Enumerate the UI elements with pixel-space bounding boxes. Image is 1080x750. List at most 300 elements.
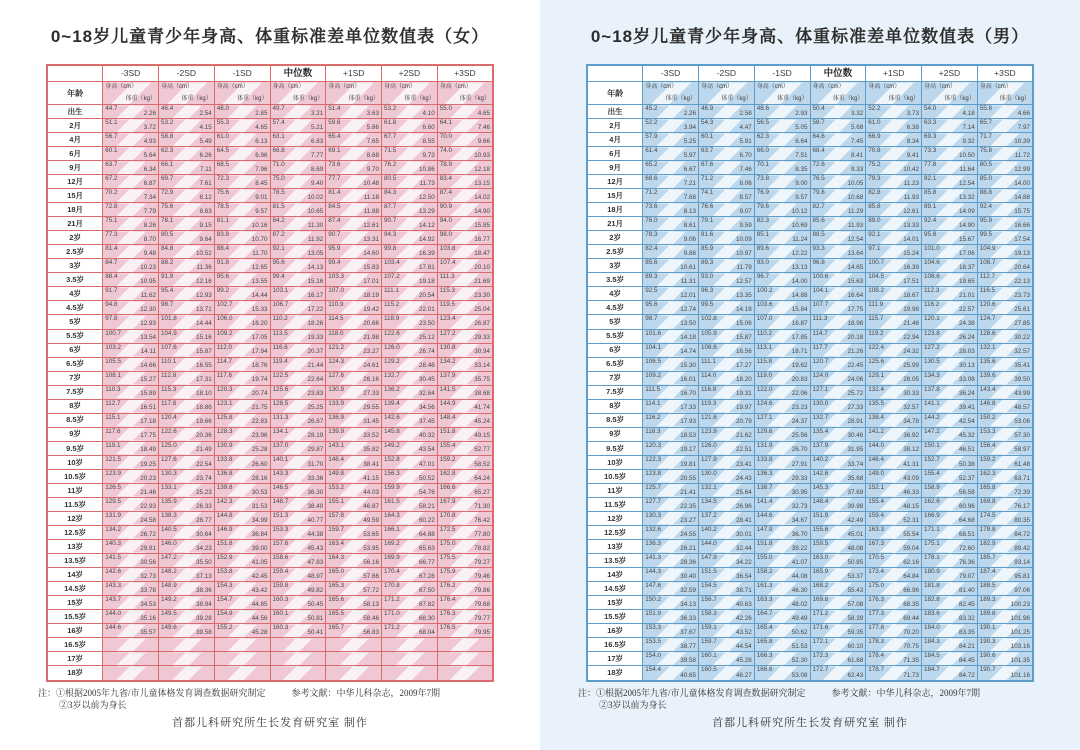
weight-value: 8.26 <box>143 221 156 229</box>
height-label: 身高（cm） <box>161 84 193 90</box>
data-cell <box>977 455 1033 469</box>
data-cell <box>214 385 270 399</box>
height-value: 93.0 <box>701 273 714 281</box>
age-cell: 8岁 <box>587 399 643 413</box>
data-cell <box>643 259 699 273</box>
height-value: 80.5 <box>161 231 174 239</box>
data-cell <box>437 624 493 638</box>
measure-header-cell <box>699 82 755 105</box>
age-cell: 12.5岁 <box>47 525 103 539</box>
weight-value: 34.99 <box>251 516 268 524</box>
data-cell <box>103 301 159 315</box>
data-cell <box>159 259 215 273</box>
height-value: 88.5 <box>812 231 825 239</box>
height-value: 61.0 <box>868 119 881 127</box>
note-line <box>38 687 513 699</box>
height-value: 180.9 <box>924 568 940 576</box>
column-header: -3SD <box>643 65 699 82</box>
weight-value: 27.33 <box>363 390 379 398</box>
data-cell <box>643 610 699 624</box>
data-cell <box>699 343 755 357</box>
height-value: 108.6 <box>924 273 940 281</box>
weight-value: 13.50 <box>680 320 696 328</box>
age-cell: 4岁 <box>587 287 643 301</box>
weight-value: 18.37 <box>958 264 975 272</box>
height-value: 141.3 <box>645 554 662 561</box>
height-value: 116.8 <box>701 385 717 393</box>
height-value: 155.6 <box>812 525 829 533</box>
table-row <box>47 203 493 217</box>
weight-value: 18.26 <box>307 320 324 328</box>
height-value: 162.8 <box>439 469 456 477</box>
height-label: 身高（cm） <box>756 84 789 90</box>
weight-value: 30.01 <box>735 530 752 538</box>
weight-value: 18.47 <box>474 250 490 258</box>
data-cell <box>977 259 1033 273</box>
weight-value: 9.57 <box>255 207 268 215</box>
data-cell <box>754 652 810 666</box>
data-cell <box>437 610 493 624</box>
weight-value: 9.33 <box>850 165 864 173</box>
data-cell <box>699 175 755 189</box>
weight-value: 79.07 <box>958 572 975 580</box>
height-value: 129.2 <box>384 357 400 365</box>
height-value: 76.6 <box>701 203 714 211</box>
height-value: 159.9 <box>384 483 400 491</box>
weight-value: 101.35 <box>1010 656 1030 664</box>
weight-value: 36.92 <box>903 432 919 440</box>
column-header: +2SD <box>382 65 438 82</box>
weight-value: 39.41 <box>958 404 975 412</box>
height-value: 48.6 <box>756 105 770 112</box>
height-value: 177.3 <box>868 610 885 618</box>
weight-value: 14.02 <box>474 193 490 201</box>
data-cell <box>810 357 866 371</box>
age-cell: 17岁 <box>47 652 103 666</box>
weight-value: 12.93 <box>140 320 156 328</box>
height-value: 61.8 <box>384 119 397 127</box>
data-cell <box>977 483 1033 497</box>
data-cell <box>866 652 922 666</box>
height-value: 67.2 <box>105 175 118 183</box>
data-cell <box>103 624 159 638</box>
data-cell <box>754 525 810 539</box>
data-cell <box>810 119 866 133</box>
data-cell <box>810 441 866 455</box>
data-cell <box>326 497 382 511</box>
weight-label: 体重（kg） <box>721 96 752 102</box>
height-value: 184.0 <box>924 624 940 632</box>
height-value: 123.9 <box>105 469 122 477</box>
data-cell <box>326 357 382 371</box>
height-value: 134.2 <box>439 357 456 365</box>
data-cell <box>159 582 215 596</box>
weight-value: 72.60 <box>958 544 975 552</box>
weight-value: 17.75 <box>140 432 156 440</box>
age-cell: 13岁 <box>47 539 103 553</box>
data-cell <box>270 511 326 525</box>
height-value: 155.4 <box>924 469 940 477</box>
weight-value: 11.36 <box>196 264 212 272</box>
data-cell <box>922 666 978 681</box>
data-cell <box>866 525 922 539</box>
data-cell <box>754 371 810 385</box>
height-value: 189.3 <box>979 596 996 604</box>
height-value: 135.4 <box>812 427 829 435</box>
weight-value: 18.10 <box>195 390 212 398</box>
table-row <box>47 582 493 596</box>
weight-value: 28.36 <box>680 558 696 566</box>
data-cell <box>103 287 159 301</box>
height-value: 124.3 <box>328 357 345 365</box>
height-value: 58.8 <box>161 133 174 141</box>
age-header: 年龄 <box>47 82 103 105</box>
height-value: 154.4 <box>645 666 662 674</box>
weight-value: 38.71 <box>735 586 752 594</box>
data-cell <box>977 652 1033 666</box>
weight-value: 33.08 <box>958 376 975 384</box>
height-value: 70.2 <box>105 189 118 197</box>
data-cell <box>326 652 382 666</box>
data-cell <box>922 161 978 175</box>
data-cell <box>922 413 978 427</box>
data-cell <box>437 596 493 610</box>
height-value: 116.2 <box>924 301 940 309</box>
height-value: 100.7 <box>105 329 122 337</box>
weight-value: 59.04 <box>903 544 919 552</box>
data-cell <box>643 189 699 203</box>
height-value: 170.8 <box>384 582 400 590</box>
data-cell <box>270 666 326 681</box>
data-cell <box>382 554 438 568</box>
data-cell <box>103 385 159 399</box>
weight-value: 63.71 <box>1014 474 1030 482</box>
data-cell <box>103 497 159 511</box>
height-value: 130.5 <box>924 357 940 365</box>
height-value: 85.8 <box>868 203 881 211</box>
height-value: 112.8 <box>161 371 177 379</box>
data-cell <box>103 175 159 189</box>
table-row <box>587 624 1033 638</box>
height-value: 165.4 <box>756 624 773 632</box>
weight-value: 22.06 <box>791 390 808 398</box>
height-value: 125.6 <box>868 357 885 365</box>
data-cell <box>159 610 215 624</box>
weight-value: 11.31 <box>680 278 696 286</box>
data-cell <box>699 259 755 273</box>
height-value: 80.5 <box>384 175 397 183</box>
data-cell <box>643 652 699 666</box>
weight-value: 10.65 <box>307 207 324 215</box>
data-cell <box>270 652 326 666</box>
weight-value: 25.28 <box>251 446 268 454</box>
height-value: 153.3 <box>272 525 289 533</box>
weight-value: 79.27 <box>474 558 490 566</box>
height-value: 60.1 <box>105 147 118 155</box>
weight-value: 17.05 <box>251 334 268 342</box>
data-cell <box>922 624 978 638</box>
height-value: 189.8 <box>979 610 996 618</box>
height-value: 104.1 <box>812 287 829 295</box>
weight-value: 23.30 <box>474 292 490 300</box>
table-row <box>587 568 1033 582</box>
weight-value: 15.16 <box>307 278 324 286</box>
height-value: 95.6 <box>645 301 658 309</box>
weight-value: 57.66 <box>363 572 379 580</box>
height-value: 93.0 <box>756 259 770 267</box>
height-value: 159.4 <box>272 568 289 576</box>
weight-value: 46.33 <box>903 488 919 496</box>
height-value: 184.3 <box>924 638 940 646</box>
weight-value: 12.99 <box>1014 165 1030 173</box>
height-value: 104.1 <box>645 343 662 351</box>
weight-value: 17.22 <box>307 306 324 314</box>
height-value: 65.2 <box>645 161 658 169</box>
weight-value: 27.85 <box>1014 320 1030 328</box>
height-value: 63.7 <box>105 161 118 169</box>
height-value: 178.4 <box>868 652 885 660</box>
weight-value: 11.93 <box>903 193 919 201</box>
data-cell <box>159 105 215 119</box>
table-row <box>47 469 493 483</box>
weight-value: 9.41 <box>906 151 919 159</box>
data-cell <box>437 638 493 652</box>
height-value: 141.5 <box>439 385 456 393</box>
weight-value: 42.45 <box>251 572 268 580</box>
data-cell <box>382 427 438 441</box>
weight-value: 14.66 <box>140 362 156 370</box>
weight-value: 32.57 <box>1014 348 1030 356</box>
weight-value: 45.43 <box>307 544 324 552</box>
height-value: 70.1 <box>756 161 770 169</box>
weight-value: 47.83 <box>307 558 324 566</box>
height-value: 133.1 <box>161 483 177 491</box>
data-cell <box>159 189 215 203</box>
data-cell <box>866 455 922 469</box>
data-cell <box>214 119 270 133</box>
data-cell <box>270 315 326 329</box>
height-value: 165.5 <box>328 610 345 618</box>
height-value: 111.3 <box>439 273 455 281</box>
weight-value: 7.79 <box>143 207 156 215</box>
height-value: 119.4 <box>272 357 288 365</box>
weight-value: 76.36 <box>958 558 975 566</box>
height-value: 71.7 <box>979 133 993 141</box>
height-value: 133.8 <box>756 455 773 463</box>
data-cell <box>270 413 326 427</box>
weight-value: 17.01 <box>363 278 379 286</box>
girls-notes <box>38 687 513 711</box>
data-cell <box>754 568 810 582</box>
age-cell: 4.5岁 <box>47 301 103 315</box>
weight-value: 8.69 <box>310 165 324 173</box>
data-cell <box>754 315 810 329</box>
age-cell: 8.5岁 <box>47 413 103 427</box>
height-value: 87.4 <box>439 189 453 197</box>
weight-value: 26.87 <box>474 320 490 328</box>
data-cell <box>977 273 1033 287</box>
weight-value: 8.06 <box>739 179 752 187</box>
data-cell <box>810 273 866 287</box>
table-row <box>587 203 1033 217</box>
data-cell <box>643 287 699 301</box>
data-cell <box>643 455 699 469</box>
data-cell <box>159 119 215 133</box>
data-cell <box>326 175 382 189</box>
data-cell <box>326 582 382 596</box>
height-value: 110.9 <box>328 301 344 309</box>
data-cell <box>922 301 978 315</box>
data-cell <box>643 483 699 497</box>
data-cell <box>922 469 978 483</box>
data-cell <box>643 343 699 357</box>
weight-value: 55.43 <box>847 586 864 594</box>
table-row <box>47 245 493 259</box>
weight-value: 4.18 <box>962 109 975 117</box>
height-value: 119.3 <box>701 399 717 407</box>
height-value: 54.3 <box>701 119 714 127</box>
height-value: 95.6 <box>272 259 285 267</box>
weight-value: 2.58 <box>739 109 752 117</box>
height-value: 104.9 <box>979 245 996 253</box>
table-row <box>47 147 493 161</box>
height-value: 120.3 <box>216 385 233 393</box>
weight-value: 46.51 <box>958 446 975 454</box>
weight-value: 44.38 <box>307 530 324 538</box>
column-header: +1SD <box>326 65 382 82</box>
height-value: 153.2 <box>328 483 345 491</box>
weight-value: 6.34 <box>143 165 156 173</box>
weight-value: 23.50 <box>418 320 435 328</box>
age-cell: 6月 <box>587 147 643 161</box>
weight-value: 3.73 <box>906 109 919 117</box>
weight-value: 12.30 <box>140 306 156 314</box>
data-cell <box>922 427 978 441</box>
height-value: 85.1 <box>756 231 770 239</box>
height-value: 174.5 <box>979 511 996 519</box>
height-value: 159.5 <box>812 539 829 547</box>
height-value: 134.1 <box>272 427 289 435</box>
height-value: 111.9 <box>868 301 884 309</box>
weight-value: 6.67 <box>683 165 696 173</box>
height-value: 150.2 <box>979 413 996 421</box>
height-value: 146.0 <box>161 539 177 547</box>
data-cell <box>754 245 810 259</box>
height-value: 81.6 <box>701 231 714 239</box>
data-cell <box>643 525 699 539</box>
data-cell <box>103 371 159 385</box>
data-cell <box>977 554 1033 568</box>
weight-value: 16.66 <box>1014 221 1030 229</box>
weight-value: 5.86 <box>366 123 379 131</box>
data-cell <box>214 189 270 203</box>
height-value: 141.4 <box>756 497 773 505</box>
weight-value: 32.44 <box>735 544 752 552</box>
height-value: 165.8 <box>979 483 996 491</box>
height-value: 135.5 <box>868 399 885 407</box>
weight-value: 36.54 <box>735 572 752 580</box>
table-row <box>587 469 1033 483</box>
table-row <box>587 189 1033 203</box>
age-cell: 5岁 <box>587 315 643 329</box>
weight-value: 8.13 <box>683 207 696 215</box>
weight-value: 95.81 <box>1014 572 1030 580</box>
data-cell <box>922 357 978 371</box>
age-cell: 9.5岁 <box>587 441 643 455</box>
data-cell <box>214 273 270 287</box>
height-value: 118.0 <box>328 329 344 337</box>
data-cell <box>270 596 326 610</box>
weight-value: 15.87 <box>195 348 212 356</box>
height-value: 114.7 <box>216 357 233 365</box>
data-cell <box>810 554 866 568</box>
weight-value: 15.27 <box>140 376 156 384</box>
weight-value: 7.46 <box>739 165 752 173</box>
height-value: 163.3 <box>868 525 885 533</box>
weight-value: 58.21 <box>418 502 435 510</box>
height-value: 140.1 <box>272 455 289 463</box>
data-cell <box>103 231 159 245</box>
height-value: 162.3 <box>979 469 996 477</box>
table-row <box>47 610 493 624</box>
data-cell <box>699 119 755 133</box>
data-cell <box>754 343 810 357</box>
data-cell <box>866 161 922 175</box>
height-value: 116.2 <box>645 413 661 421</box>
weight-value: 44.56 <box>251 614 268 622</box>
data-cell <box>866 315 922 329</box>
weight-value: 11.64 <box>959 165 975 173</box>
weight-value: 8.63 <box>199 207 212 215</box>
height-value: 87.2 <box>272 231 285 239</box>
weight-value: 10.50 <box>958 151 975 159</box>
height-value: 166.6 <box>756 666 773 674</box>
weight-value: 46.30 <box>791 586 808 594</box>
height-value: 101.0 <box>924 245 940 253</box>
height-value: 51.1 <box>105 119 118 127</box>
data-cell <box>382 666 438 681</box>
weight-value: 13.05 <box>307 250 324 258</box>
height-value: 184.7 <box>924 666 940 674</box>
weight-value: 30.22 <box>1014 334 1030 342</box>
data-cell <box>437 413 493 427</box>
weight-value: 7.21 <box>683 179 696 187</box>
height-value: 76.5 <box>812 175 825 183</box>
data-cell <box>326 147 382 161</box>
table-row <box>47 624 493 638</box>
data-cell <box>866 273 922 287</box>
weight-value: 4.65 <box>255 123 268 131</box>
weight-value: 36.33 <box>680 614 696 622</box>
data-cell <box>270 582 326 596</box>
height-value: 78.1 <box>161 217 174 225</box>
weight-value: 16.39 <box>418 250 435 258</box>
height-value: 51.4 <box>328 105 341 112</box>
weight-value: 39.98 <box>847 502 864 510</box>
data-cell <box>382 357 438 371</box>
weight-value: 60.96 <box>958 502 975 510</box>
height-value: 159.8 <box>272 582 289 590</box>
weight-value: 6.26 <box>199 151 212 159</box>
weight-value: 93.14 <box>1014 558 1030 566</box>
height-value: 164.3 <box>328 554 345 561</box>
table-row <box>587 525 1033 539</box>
height-value: 156.7 <box>701 596 717 604</box>
data-cell <box>326 217 382 231</box>
weight-value: 29.55 <box>363 404 379 412</box>
height-value: 190.7 <box>979 666 996 674</box>
data-cell <box>159 133 215 147</box>
